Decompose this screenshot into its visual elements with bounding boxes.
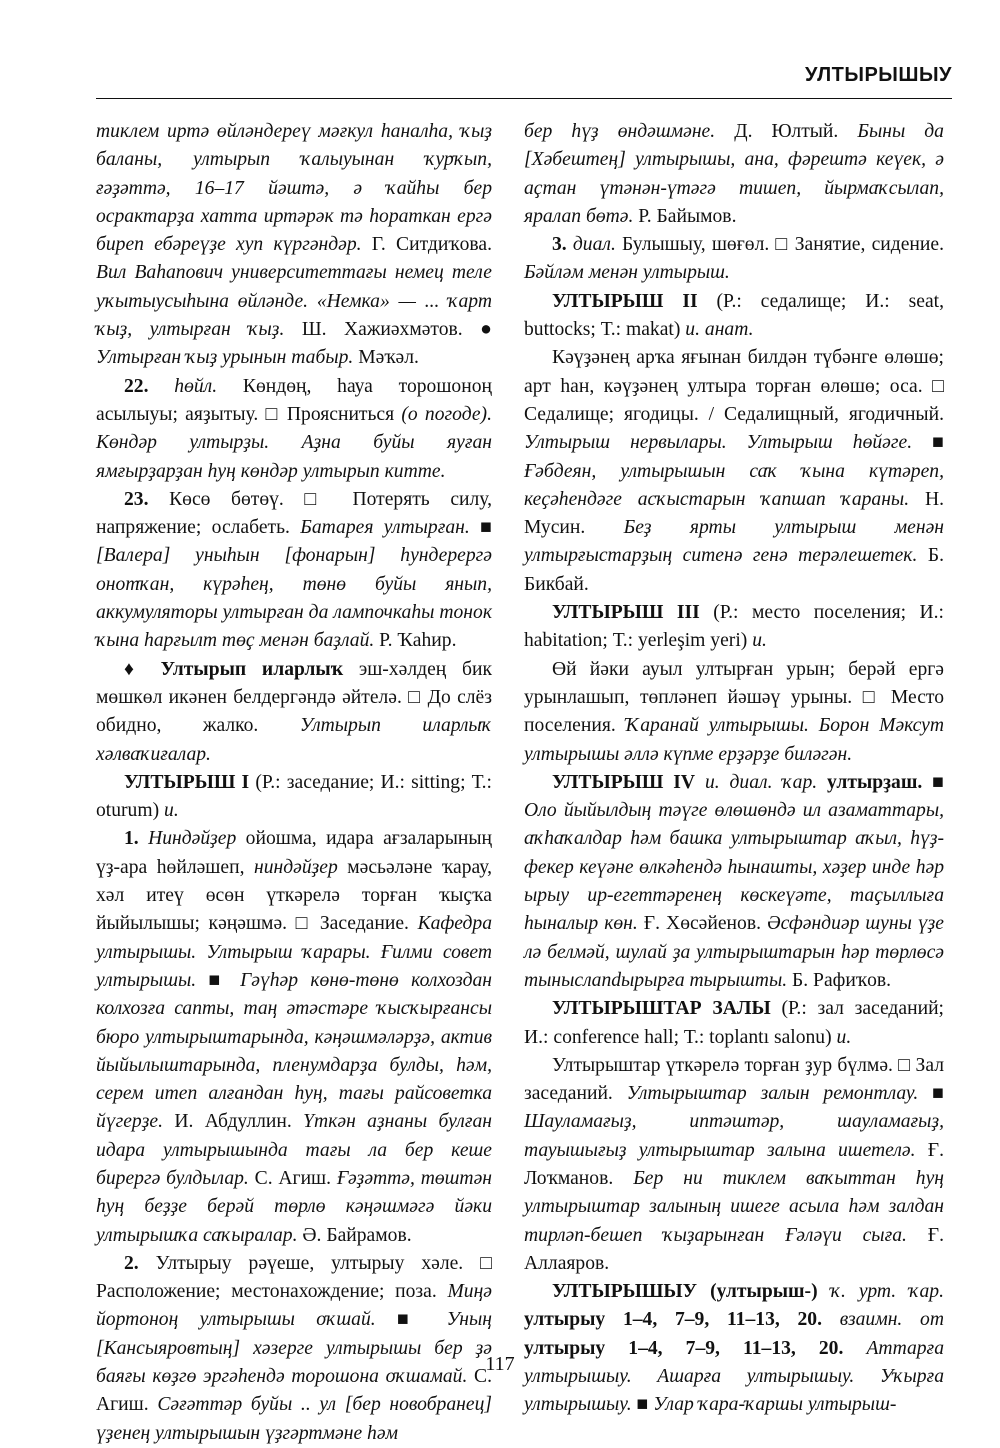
text-run: ■ xyxy=(196,969,241,991)
text-run: ■ xyxy=(631,1394,654,1416)
right-paragraph xyxy=(524,656,944,769)
text-run: Ғ. Аллаяров. xyxy=(524,1224,944,1274)
text-run: Р. Байымов. xyxy=(633,205,737,227)
text-run: (о погоде). Көндәр ултырҙы. Аҙна буйы яуған ямғырҙарҙан һуң көндәр ултырып китте. xyxy=(96,403,492,482)
text-run: Улар ҡара-ҡаршы ултырыш- xyxy=(653,1394,897,1416)
text-run xyxy=(695,772,705,793)
text-run: Ғәҙәттә, төштән һуң беҙҙе берәй төрлө кәңәшмәгә йәки ултырышҡа саҡыралар. xyxy=(96,1167,492,1246)
text-run: [Валера] уныһын [фонарын] һундерергә онотҡан, күрәһең, төнө буйы янып, аккумуляторы ултырған да лампочкаһы тонок ҡына һарғылт төҫ менән баҙлай. xyxy=(96,545,492,652)
text-run: ■ xyxy=(469,517,492,539)
text-run: взаимн. от xyxy=(839,1309,944,1331)
text-run: 22. xyxy=(124,375,175,397)
text-run: (Р.: заседание; И.: sitting; Т.: oturum) xyxy=(96,771,492,822)
text-run: Ултырыш нервылары. Ултырыш һөйәге. xyxy=(524,432,913,454)
right-paragraph xyxy=(524,118,944,231)
text-run: 2. xyxy=(124,1252,156,1274)
text-run: Кафедра ултырышы. Ултырыш ҡарары. Ғилми совет ултырышы. xyxy=(96,913,492,991)
right-paragraph xyxy=(524,1052,944,1278)
left-paragraph xyxy=(96,825,492,1249)
text-run: ниндәйҙер xyxy=(253,856,338,878)
text-run: Ғ. Лоҡманов. xyxy=(524,1139,945,1189)
text-run: Шауламағыҙ, иптәштәр, шауламағыҙ, тауышығыҙ ултырыштар залына ишетелә. xyxy=(524,1111,944,1161)
text-run: 3. xyxy=(552,234,573,256)
text-run: ултырыу 1–4, 7–9, 11–13, 20. xyxy=(524,1337,844,1359)
text-run: ♦ xyxy=(124,658,161,680)
text-run xyxy=(817,772,827,793)
running-header-title: УЛТЫРЫШЫУ xyxy=(804,64,952,86)
text-run: Б. Бикбай. xyxy=(524,545,944,595)
right-column xyxy=(524,118,944,1420)
text-run: мәсьәләне ҡарау, хәл итеү өсөн үткәрелә торған ҡыҫҡа йыйылышы; кәңәшмә. □ Заседание. xyxy=(96,856,492,935)
text-run: Көсө бөтөү. □ Потерять силу, напряжение; ослабеть. xyxy=(96,488,493,539)
text-run: Ҡаранай ултырышы. Борон Мәксут ултырышы әллә күпме ерҙәрҙе биләгән. xyxy=(524,715,944,765)
text-run: Ултырыу рәүеше, ултырыу хәле. □ Расположение; местонахождение; поза. xyxy=(96,1252,492,1303)
text-run: (Р.: место поселения; И.: habitation; Т.: yerleşim yeri) xyxy=(524,602,944,652)
text-run: Көндөң, һауа торошоноң асылыуы; аяҙытыу. □ Проясниться xyxy=(96,375,493,425)
text-run: Сәғәттәр буйы .. ул [бер новобранец] үҙенең ултырышын үҙгәртмәне һәм xyxy=(96,1394,492,1444)
text-run xyxy=(818,1281,831,1302)
text-run: Ултырыштар үткәрелә торған ҙур бүлмә. □ Зал заседаний. xyxy=(524,1054,944,1105)
text-run: Ултырған ҡыҙ урынын табыр. xyxy=(96,347,354,369)
text-run xyxy=(822,1309,840,1330)
text-run: ултырыу 1–4, 7–9, 11–13, 20. xyxy=(524,1309,822,1331)
text-run: ойошма, идара ағзаларының үҙ-ара һөйләшеп, xyxy=(96,828,492,878)
text-run: тиклем иртә өйләндереү мәғкул һаналһа, ҡыҙ баланы, ултырып ҡалыуынан ҡурҡып, ғәҙәттә, 16–17 йәштә, ә ҡайһы бер осрактарҙа хатта иртәрәк тә һораткан ергә биреп ебәреүҙе хуп күргәндәр. xyxy=(96,121,492,256)
text-run: и. xyxy=(836,1026,852,1048)
text-run: Р. Ҡаһир. xyxy=(374,630,457,652)
text-run: һөйл. xyxy=(174,375,218,397)
text-run: УЛТЫРЫШЫУ (ултырыш-) xyxy=(552,1281,818,1303)
text-run: 1. xyxy=(124,828,149,850)
text-run: УЛТЫРЫШ II xyxy=(552,290,698,312)
left-paragraph xyxy=(96,769,492,826)
text-run: ■ xyxy=(922,771,944,793)
left-paragraph xyxy=(96,656,492,769)
text-run: ■ xyxy=(375,1309,447,1331)
text-run: С. Агиш. xyxy=(248,1167,337,1189)
left-column xyxy=(96,118,492,1448)
running-header xyxy=(96,64,952,99)
text-run: С. Агиш. xyxy=(96,1366,492,1416)
text-run: ■ xyxy=(918,1083,944,1105)
text-run: Ғ. Хөсәйенов. xyxy=(637,913,768,935)
text-run: Аттарға ултырышыу. Ашарға ултырышыу. Уҡырға ултырышыу. xyxy=(524,1337,944,1416)
text-run: Бәйләм менән ултырыш. xyxy=(524,262,730,284)
text-run: Бер ни тиклем ваҡыттан һуң ултырыштар залының ишеге асыла һәм залдан тирләп-бешеп ҡыҙарынған Ғәләүи сыға. xyxy=(524,1167,945,1246)
text-run: Б. Рафиҡов. xyxy=(787,969,892,991)
text-run: Әсфәндиәр шуны үҙе лә белмәй, шулай ҙа ултырыштарын һәр төрлөсә тыныслandырырға тырышты. xyxy=(524,913,944,991)
text-run: УЛТЫРЫШ I xyxy=(124,771,250,793)
text-run: Ғәбдеян, ултырышын саҡ ҡына күтәреп, кеҫәһендәге асҡыстарын ҡапшап ҡараны. xyxy=(524,460,944,510)
text-run: (Р.: зал заседаний; И.: conference hall; Т.: toplantı salonu) xyxy=(524,998,944,1048)
right-paragraph xyxy=(524,1278,944,1419)
text-run: Ултырып иларлыҡ хәлваҡиғалар. xyxy=(96,715,492,765)
text-run: И. Абдуллин. xyxy=(162,1111,304,1133)
text-run: Оло йыйылдың тәүге өлөшөндә ил азаматтары, аҡһаҡалдар һәм башка ултырыштар аҡыл, һүҙ-фекер кеүәне өлкәһендә һынашты, хәҙер инде һәр ырыу ир-егеттәренең көскеүәте, таҫыллыға һыналыр көн. xyxy=(524,800,944,935)
right-paragraph xyxy=(524,769,944,995)
right-paragraph xyxy=(524,995,944,1052)
right-paragraph xyxy=(524,231,944,288)
text-run: Вил Ваһапович университеттағы немец теле уҡытыусыһына өйләнде. «Немка» — ... ҡарт ҡыҙ, ултырған ҡыҙ. xyxy=(96,262,492,341)
text-run: ултырҙаш. xyxy=(827,771,923,793)
text-run: УЛТЫРЫШ IV xyxy=(552,771,696,793)
text-run: Быны да [Хәбештең] ултырышы, ана, фәрештә кеүек, ә аҫтан үтәнән-үтәгә тишеп, йырмаҡсылап, яралап бөтә. xyxy=(524,121,944,227)
text-run: Ә. Байрамов. xyxy=(297,1224,412,1246)
text-run: и. xyxy=(752,630,767,652)
text-run: ■ xyxy=(912,432,944,454)
right-paragraph xyxy=(524,599,944,656)
text-run: Ултырып иларлыҡ xyxy=(160,658,344,680)
text-run: (Р.: седалище; И.: seat, buttocks; Т.: makat) xyxy=(524,290,945,341)
text-run: Ниндәйҙер xyxy=(148,828,237,850)
text-run: диал. xyxy=(572,234,616,256)
text-run: и. xyxy=(164,800,179,822)
text-run: УЛТЫРЫШТАР ЗАЛЫ xyxy=(552,998,771,1020)
text-run: УЛТЫРЫШ III xyxy=(552,602,700,624)
text-run: и. диал. ҡар. xyxy=(704,771,818,793)
left-paragraph xyxy=(96,373,492,486)
text-run: Д. Юлтый. xyxy=(715,121,858,142)
text-run: Н. Мусин. xyxy=(524,488,944,539)
text-run: Булышыу, шөғөл. □ Занятие, сидение. xyxy=(615,234,945,256)
text-run: бер һүҙ өндәшмәне. xyxy=(524,121,716,142)
text-run: Мәҡәл. xyxy=(353,347,419,369)
text-run: 23. xyxy=(124,488,170,510)
text-run: эш-хәлдең бик мөшкөл икәнен белдергәндә әйтелә. □ До слёз обидно, жалко. xyxy=(96,658,492,737)
text-run: Гәүһәр көнө-төнө колхоздан колхозға сапты, таң әтәстәре ҡысҡырғансы бюро ултырыштарында, кәңәшмәләрҙә, актив йыйылыштарында, пленумдарҙа булды, һәм, серем итеп алғандан һуң, тағы райсоветка йүгерҙе. xyxy=(96,969,493,1133)
text-run: Батарея ултырған. xyxy=(300,517,470,539)
text-run: Ултырыштар залын ремонтлау. xyxy=(626,1083,919,1105)
left-paragraph xyxy=(96,118,492,373)
right-paragraph xyxy=(524,344,944,599)
page-number: 117 xyxy=(485,1353,515,1375)
left-paragraph xyxy=(96,1250,492,1448)
left-paragraph xyxy=(96,486,492,656)
text-run: Миңә йортоноң ултырышы оҡшай. xyxy=(96,1281,492,1331)
text-run: Ш. Хажиәхмәтов. ● xyxy=(284,319,492,341)
text-run: Үткән аҙнаны булған идара ултырышында тағы ла бер кеше бирергә булдылар. xyxy=(96,1111,492,1189)
text-run: Уның [Кансыяровтың] хәзерге ултырышы бер ҙә баяғы көҙгө эргәһендә торошона оҡшамай. xyxy=(96,1309,492,1388)
text-run: Өй йәки ауыл ултырған урын; берәй ергә урынлашып, төпләнеп йәшәү урыны. □ Место поселения. xyxy=(524,658,944,737)
text-run: Г. Ситдиҡова. xyxy=(361,234,492,256)
text-run: Беҙ ярты ултырыш менән ултырғыстарҙың ситенә генә терәлешетек. xyxy=(524,517,944,567)
text-run: Кәүҙәнең арҡа яғынан билдән түбәнге өлөшө; арт һан, кәүҙәнең ултыра торған өлөшө; оса. □ Седалище; ягодицы. / Седалищный, ягодичный. xyxy=(524,347,944,425)
right-paragraph xyxy=(524,288,944,345)
text-run: и. анат. xyxy=(685,319,754,341)
text-run: ҡ. урт. ҡар. xyxy=(830,1281,944,1303)
